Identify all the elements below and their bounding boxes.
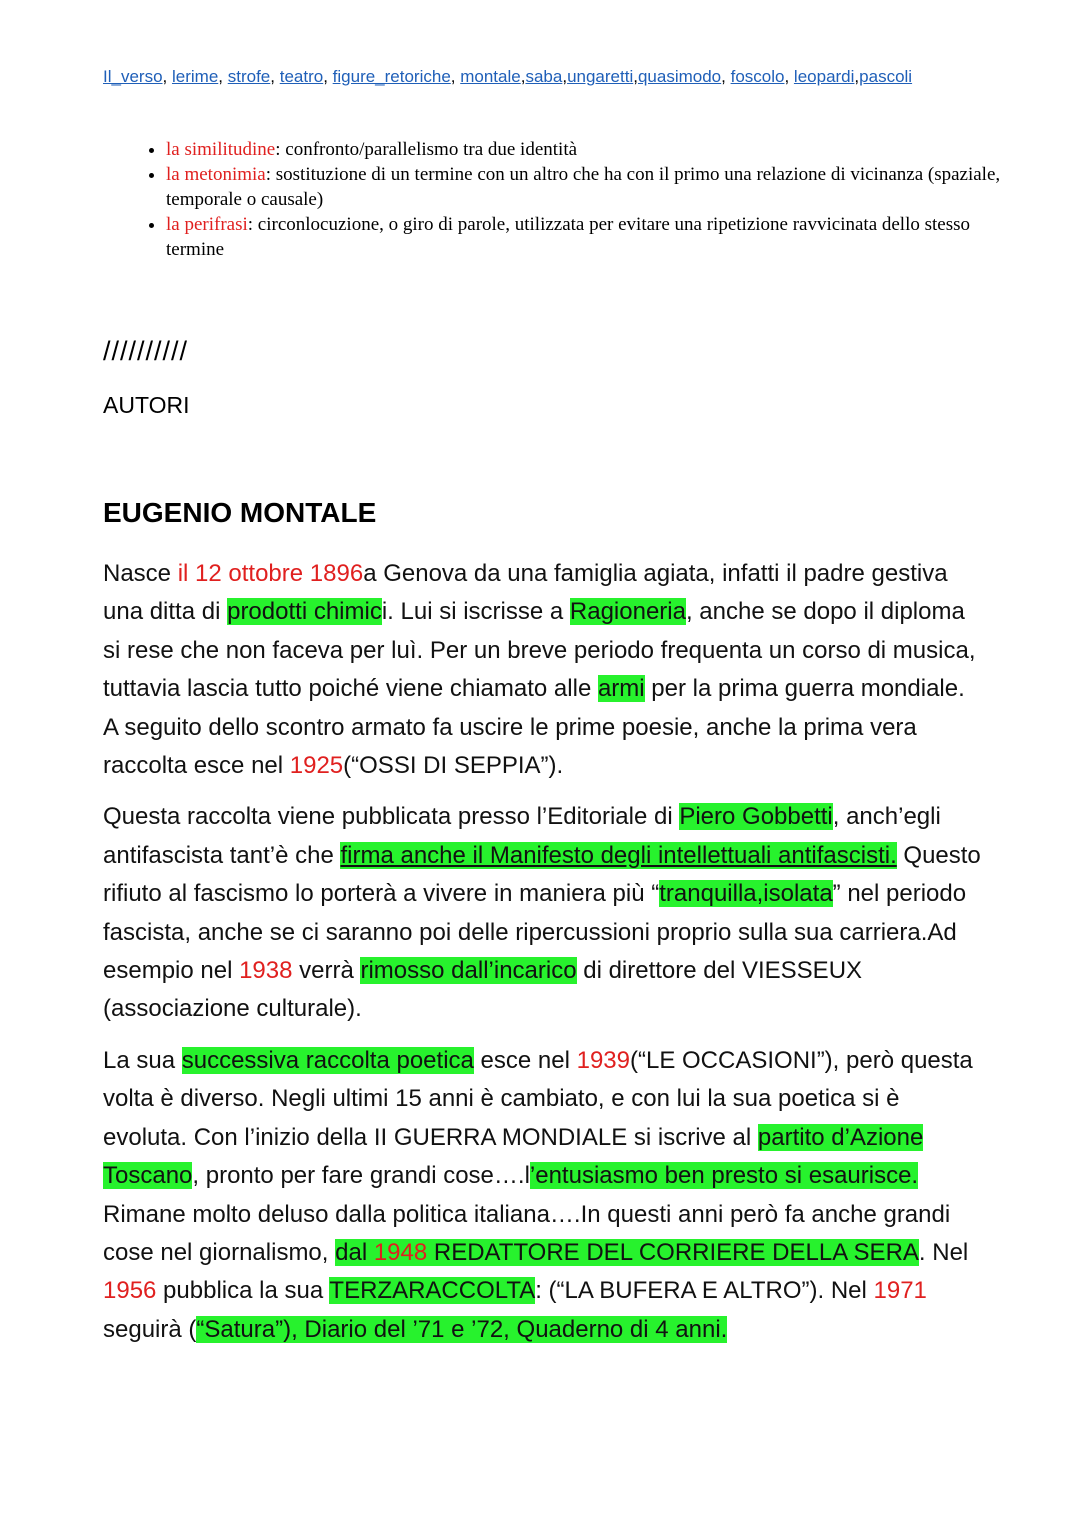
- biography-text: [103, 555, 983, 1362]
- link-rime[interactable]: lerime: [171, 67, 219, 86]
- highlight: “Satura”), Diario del ’71 e ’72, Quaderno di 4 anni.: [196, 1315, 728, 1343]
- text-run: seguirà (: [103, 1315, 197, 1343]
- list-item: [166, 137, 1016, 162]
- year: 1956: [103, 1277, 157, 1305]
- highlight: ’entusiasmo ben presto si esaurisce.: [529, 1162, 919, 1190]
- link-saba[interactable]: saba: [525, 67, 563, 86]
- highlight: prodotti chimic: [227, 598, 382, 626]
- highlight: dal: [335, 1238, 374, 1266]
- text-run: verrà: [292, 957, 361, 985]
- text-run: di direttore del VIESSEUX (associazione culturale).: [103, 957, 863, 1023]
- section-separator: //////////: [103, 336, 189, 366]
- text-run: Rimane molto deluso dalla politica italiana….In questi anni però fa anche grandi cose nel giornalismo,: [103, 1200, 951, 1266]
- text-run: Questa raccolta viene pubblicata presso l’Editoriale di: [103, 803, 680, 831]
- link-pascoli[interactable]: pascoli: [859, 67, 913, 86]
- text-run: ” nel periodo fascista, anche se ci saranno poi delle ripercussioni proprio sulla sua carriera.Ad esempio nel: [103, 880, 967, 985]
- highlight: successiva raccolta poetica: [181, 1046, 474, 1074]
- definition-text: : sostituzione di un termine con un altro che ha con il primo una relazione di vicinanza (spaziale, temporale o causale): [166, 164, 1001, 210]
- text-run: a Genova da una famiglia agiata, infatti il padre gestiva una ditta di: [103, 560, 948, 626]
- text-run: , pronto per fare grandi cose….l: [192, 1162, 530, 1190]
- link-leopardi[interactable]: leopardi: [793, 67, 855, 86]
- text-run: pubblica la sua: [156, 1277, 330, 1305]
- highlight: TERZARACCOLTA: [329, 1277, 536, 1305]
- link-montale[interactable]: montale: [460, 67, 521, 86]
- author-title: EUGENIO MONTALE: [103, 497, 377, 528]
- year: 1948: [373, 1238, 428, 1266]
- text-run: . Nel: [918, 1238, 969, 1266]
- highlight: partito d’Azione Toscano: [103, 1123, 924, 1190]
- year: 1925: [289, 752, 344, 780]
- paragraph-later-works: [103, 1042, 983, 1349]
- highlight: firma anche il Manifesto degli intellettuali antifascisti.: [340, 841, 897, 869]
- link-teatro[interactable]: teatro: [279, 67, 324, 86]
- highlight: rimosso dall’incarico: [360, 957, 577, 985]
- text-run: Questo rifiuto al fascismo lo porterà a vivere in maniera più “: [103, 841, 981, 908]
- rhetorical-figures-list: [118, 137, 1016, 262]
- highlight: armi: [597, 675, 645, 703]
- birth-date: il 12 ottobre 1896: [177, 560, 364, 587]
- link-foscolo[interactable]: foscolo: [730, 67, 785, 86]
- link-ungaretti[interactable]: ungaretti: [567, 67, 634, 86]
- text-run: , anche se dopo il diploma si rese che non faceva per luì. Per un breve periodo frequenta un corso di musica, tuttavia lascia tutto poiché viene chiamato alle: [103, 598, 976, 703]
- definition-term: la metonimia: [166, 164, 266, 185]
- year: 1971: [873, 1277, 927, 1305]
- text-run: , anch’egli antifascista tant’è che: [103, 803, 941, 869]
- topic-links: Il_verso, lerime, strofe, teatro, figure_retoriche, montale,saba,ungaretti,quasimodo, foscolo, leopardi,pascoli: [103, 67, 913, 86]
- definition-text: : confronto/parallelismo tra due identità: [275, 139, 578, 160]
- year: 1938: [239, 957, 293, 985]
- highlight: REDATTORE DEL CORRIERE DELLA SERA: [427, 1238, 919, 1266]
- text-run: esce nel: [473, 1046, 577, 1074]
- text-run: per la prima guerra mondiale. A seguito dello scontro armato fa uscire le prime poesie, anche la prima vera raccolta esce nel: [103, 675, 965, 780]
- highlight: tranquilla,isolata: [659, 880, 833, 908]
- text-run: : (“LA BUFERA E ALTRO”). Nel: [535, 1277, 874, 1305]
- link-verso[interactable]: Il_verso: [103, 67, 163, 86]
- list-item: [166, 162, 1016, 212]
- section-label: AUTORI: [103, 392, 190, 418]
- paragraph-antifascism: [103, 798, 983, 1028]
- text-run: (“LE OCCASIONI”), però questa volta è diverso. Negli ultimi 15 anni è cambiato, e con lui la sua poetica si è evoluta. Con l’inizio della II GUERRA MONDIALE si iscrive al: [103, 1046, 973, 1151]
- highlight: Piero Gobbetti: [679, 803, 833, 831]
- text-run: i. Lui si iscrisse a: [381, 598, 570, 626]
- link-quasimodo[interactable]: quasimodo: [637, 67, 722, 86]
- link-strofe[interactable]: strofe: [227, 67, 271, 86]
- year: 1939: [576, 1046, 630, 1074]
- list-item: [166, 212, 1016, 262]
- text-run: (“OSSI DI SEPPIA”).: [343, 752, 564, 780]
- definition-term: la perifrasi: [166, 214, 248, 235]
- text-run: La sua: [103, 1046, 182, 1074]
- paragraph-birth: [103, 555, 983, 785]
- highlight: Ragioneria: [569, 598, 686, 626]
- definition-term: la similitudine: [166, 139, 276, 160]
- definition-text: : circonlocuzione, o giro di parole, utilizzata per evitare una ripetizione ravvicinata dello stesso termine: [166, 214, 971, 260]
- text-run: Nasce: [103, 560, 178, 587]
- link-figure-retoriche[interactable]: figure_retoriche: [332, 67, 451, 86]
